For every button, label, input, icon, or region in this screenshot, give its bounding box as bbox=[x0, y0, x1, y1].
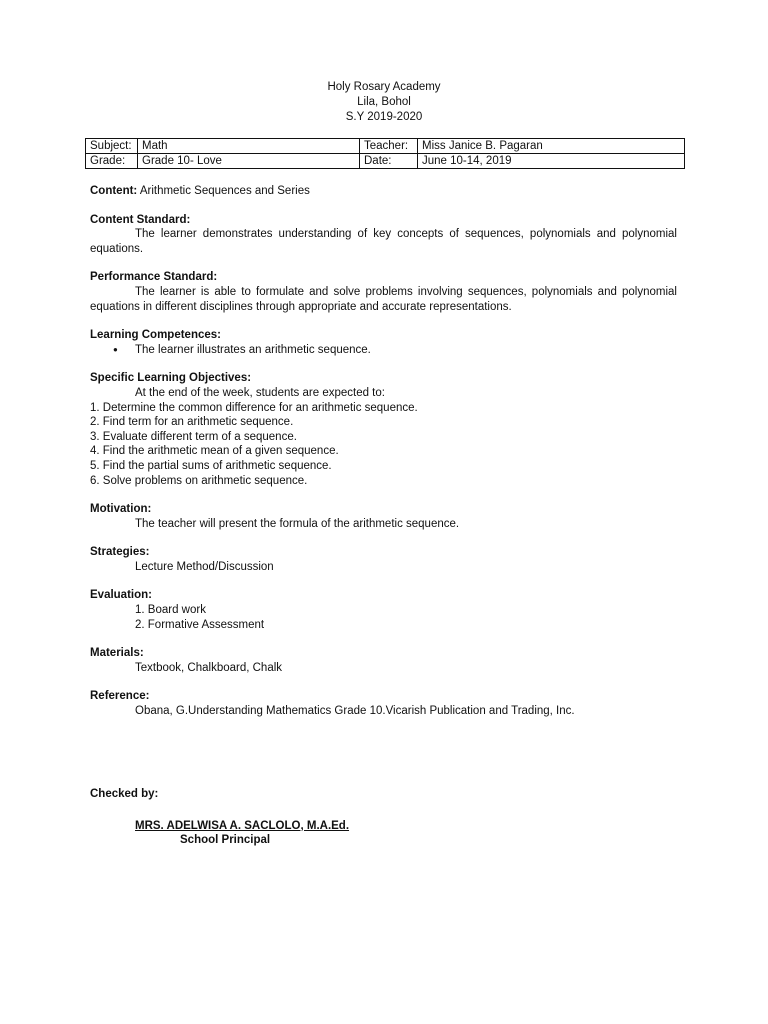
date-value: June 10-14, 2019 bbox=[418, 154, 685, 169]
objectives-section bbox=[90, 371, 677, 488]
teacher-label: Teacher: bbox=[360, 139, 418, 154]
evaluation-label: Evaluation: bbox=[90, 589, 152, 602]
objectives-intro: At the end of the week, students are expected to: bbox=[135, 386, 385, 399]
content-standard-label: Content Standard: bbox=[90, 213, 191, 226]
list-item: 2. Find term for an arithmetic sequence. bbox=[90, 416, 294, 429]
performance-standard-label: Performance Standard: bbox=[90, 271, 218, 284]
content-text: Arithmetic Sequences and Series bbox=[139, 185, 310, 197]
list-item: 5. Find the partial sums of arithmetic sequence. bbox=[90, 459, 332, 472]
strategies-text: Lecture Method/Discussion bbox=[135, 560, 274, 573]
document-header bbox=[0, 80, 768, 125]
motivation-section bbox=[90, 502, 677, 531]
grade-label: Grade: bbox=[86, 154, 138, 169]
competences-list bbox=[90, 343, 677, 358]
motivation-label: Motivation: bbox=[90, 503, 152, 516]
list-item: 1. Board work bbox=[135, 604, 206, 617]
strategies-section bbox=[90, 545, 677, 574]
learning-competences-label: Learning Competences: bbox=[90, 329, 221, 342]
school-name: Holy Rosary Academy bbox=[327, 81, 441, 93]
reference-label: Reference: bbox=[90, 690, 150, 703]
info-table bbox=[85, 138, 685, 169]
content-standard-section bbox=[90, 213, 677, 257]
list-item: 4. Find the arithmetic mean of a given sequence. bbox=[90, 445, 339, 458]
reference-text: Obana, G.Understanding Mathematics Grade 10.Vicarish Publication and Trading, Inc. bbox=[135, 705, 575, 718]
performance-standard-text: The learner is able to formulate and solve problems involving sequences, polynomials and polynomial equations in different disciplines through appropriate and accurate representations. bbox=[90, 285, 677, 313]
checked-by-label: Checked by: bbox=[90, 788, 159, 800]
subject-value: Math bbox=[138, 139, 360, 154]
objectives-label: Specific Learning Objectives: bbox=[90, 372, 252, 385]
list-item: ● The learner illustrates an arithmetic sequence. bbox=[135, 343, 677, 358]
list-item: 6. Solve problems on arithmetic sequence. bbox=[90, 474, 308, 487]
content-label: Content: bbox=[90, 185, 138, 197]
materials-text: Textbook, Chalkboard, Chalk bbox=[135, 661, 283, 674]
table-row bbox=[86, 154, 685, 169]
teacher-value: Miss Janice B. Pagaran bbox=[418, 139, 685, 154]
school-location: Lila, Bohol bbox=[357, 96, 411, 108]
evaluation-section bbox=[90, 588, 677, 632]
document-body bbox=[90, 184, 677, 733]
school-year: S.Y 2019-2020 bbox=[345, 111, 423, 123]
motivation-text: The teacher will present the formula of the arithmetic sequence. bbox=[135, 517, 460, 530]
signature-block bbox=[90, 787, 349, 848]
materials-label: Materials: bbox=[90, 647, 144, 660]
reference-section bbox=[90, 689, 677, 718]
learning-competences-section bbox=[90, 328, 677, 357]
content-section bbox=[90, 184, 677, 199]
principal-name: MRS. ADELWISA A. SACLOLO, M.A.Ed. bbox=[135, 819, 350, 832]
list-item: 2. Formative Assessment bbox=[135, 618, 265, 631]
performance-standard-section bbox=[90, 270, 677, 314]
materials-section bbox=[90, 646, 677, 675]
table-row bbox=[86, 139, 685, 154]
list-item: 1. Determine the common difference for an arithmetic sequence. bbox=[90, 401, 418, 414]
subject-label: Subject: bbox=[86, 139, 138, 154]
grade-value: Grade 10- Love bbox=[138, 154, 360, 169]
content-standard-text: The learner demonstrates understanding of key concepts of sequences, polynomials and polynomial equations. bbox=[90, 228, 677, 255]
date-label: Date: bbox=[360, 154, 418, 169]
strategies-label: Strategies: bbox=[90, 546, 150, 559]
principal-title: School Principal bbox=[180, 834, 271, 847]
list-item: 3. Evaluate different term of a sequence. bbox=[90, 430, 297, 443]
